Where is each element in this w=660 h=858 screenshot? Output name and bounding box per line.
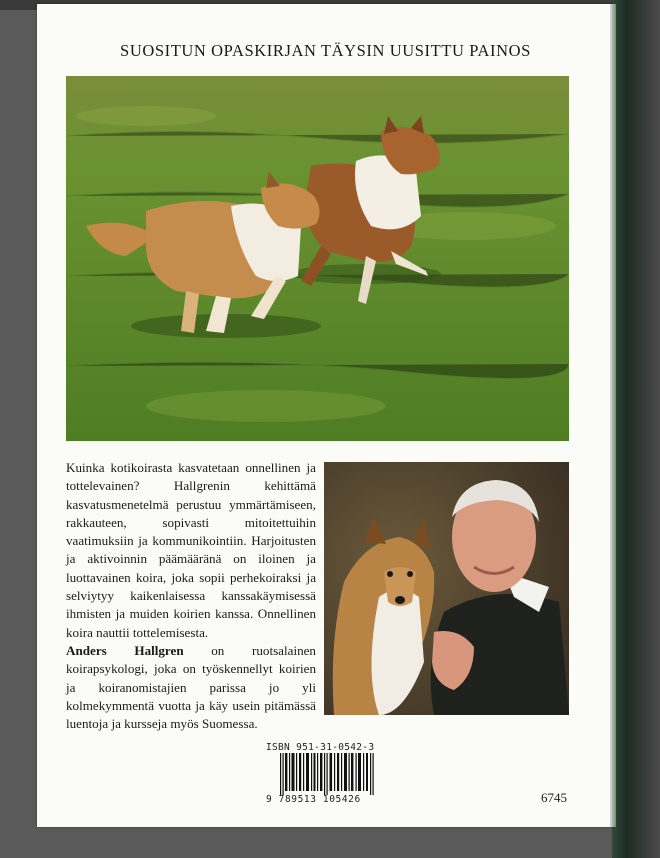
isbn-label: ISBN 951-31-0542-3	[266, 742, 375, 753]
author-with-dog-photo	[324, 462, 569, 715]
barcode	[280, 753, 374, 795]
author-name: Anders Hallgren	[66, 642, 184, 658]
cover-spine-edge	[610, 4, 616, 827]
scan-background-right	[612, 0, 660, 858]
author-paragraph	[66, 642, 316, 733]
dogs-running-photo	[66, 76, 569, 441]
cover-headline: SUOSITUN OPASKIRJAN TÄYSIN UUSITTU PAINOS	[120, 41, 531, 60]
barcode-number: 9 789513 105426	[266, 794, 361, 805]
description-paragraph: Kuinka kotikoirasta kasvatetaan onnellinen ja tottelevainen? Hallgrenin kehittämä kasvatusmenetelmä perustuu ymmärtämiseen, rakkauteen, sopivasti mitoitettuihin vaatimuksiin ja kommunikointiin. Harjoitusten ja aktivoinnin päämääränä on iloinen ja luottavainen koira, joka sopii perhekoiraksi ja selviytyy kaikenlaisessa kanssakäymisessä ihmisten ja muiden koirien kanssa. Onnellinen koira nauttii tottelemisesta.	[66, 460, 316, 640]
book-description	[66, 459, 316, 733]
author-bio: on ruotsalainen koirapsykologi, joka on työskennellyt koirien ja koiranomistajien parissa jo yli kolmekymmentä vuotta ja käy usein pitämässä luentoja ja kursseja myös Suomessa.	[66, 642, 316, 732]
book-back-cover	[37, 4, 614, 827]
product-code: 6745	[541, 790, 567, 805]
